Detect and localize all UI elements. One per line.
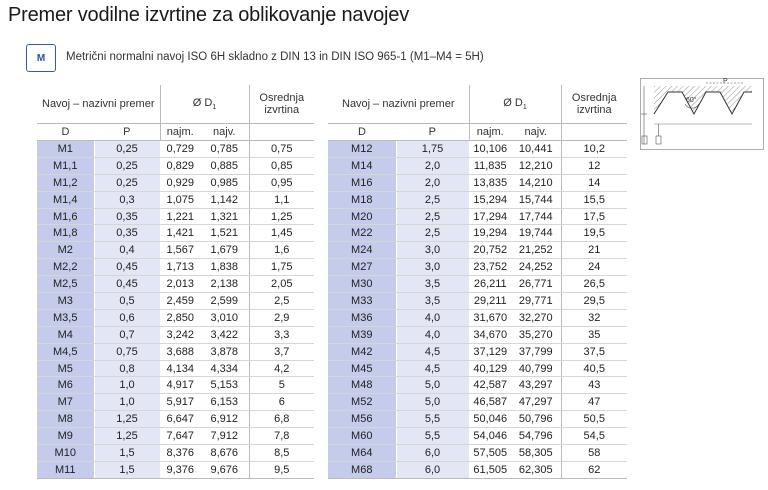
diameter-max: 26,771 — [511, 276, 561, 293]
diameter-max: 1,838 — [200, 259, 249, 276]
thread-designation: M10 — [37, 445, 94, 462]
header-bore: Osrednja izvrtina — [561, 85, 627, 124]
diameter-min: 9,376 — [160, 461, 200, 478]
diameter-max: 10,441 — [511, 141, 561, 158]
diameter-max: 14,210 — [511, 174, 561, 191]
table-row — [328, 157, 627, 174]
table-row — [328, 259, 627, 276]
header-p: P — [94, 124, 160, 141]
core-hole: 10,2 — [561, 141, 627, 158]
header-min: najm. — [160, 124, 200, 141]
thread-designation: M45 — [328, 360, 396, 377]
core-hole: 1,75 — [249, 259, 314, 276]
core-hole: 1,45 — [249, 225, 314, 242]
diameter-min: 26,211 — [469, 276, 511, 293]
diameter-min: 13,835 — [469, 174, 511, 191]
thread-pitch: 5,5 — [396, 428, 469, 445]
metric-badge: M — [26, 44, 56, 72]
diameter-min: 0,829 — [160, 157, 200, 174]
table-row — [37, 343, 314, 360]
diameter-min: 50,046 — [469, 411, 511, 428]
thread-pitch: 1,0 — [94, 377, 160, 394]
pitch-label: P — [723, 78, 728, 85]
thread-designation: M6 — [37, 377, 94, 394]
thread-pitch: 3,0 — [396, 242, 469, 259]
table-row — [37, 242, 314, 259]
table-row — [328, 411, 627, 428]
thread-pitch: 4,0 — [396, 309, 469, 326]
diameter-max: 7,912 — [200, 428, 249, 445]
diameter-max: 54,796 — [511, 428, 561, 445]
diameter-min: 0,929 — [160, 174, 200, 191]
diameter-min: 1,567 — [160, 242, 200, 259]
core-hole: 4,2 — [249, 360, 314, 377]
header-diameter: Ø $D_1$ — [160, 85, 249, 124]
thread-designation: M27 — [328, 259, 396, 276]
diameter-min: 31,670 — [469, 309, 511, 326]
diameter-min: 42,587 — [469, 377, 511, 394]
core-hole: 1,25 — [249, 208, 314, 225]
diameter-min: 29,211 — [469, 293, 511, 310]
core-hole: 1,6 — [249, 242, 314, 259]
thread-pitch: 0,35 — [94, 208, 160, 225]
header-d: D — [37, 124, 94, 141]
table-row — [37, 225, 314, 242]
diameter-min: 57,505 — [469, 445, 511, 462]
core-hole: 6 — [249, 394, 314, 411]
table-row — [37, 461, 314, 478]
thread-pitch: 2,0 — [396, 157, 469, 174]
diameter-max: 2,138 — [200, 276, 249, 293]
diameter-max: 3,878 — [200, 343, 249, 360]
diameter-max: 6,912 — [200, 411, 249, 428]
header-diameter: Ø $D_1$ — [469, 85, 561, 124]
thread-pitch: 1,75 — [396, 141, 469, 158]
thread-designation: M18 — [328, 191, 396, 208]
diameter-max: 1,142 — [200, 191, 249, 208]
core-hole: 0,75 — [249, 141, 314, 158]
table-row — [37, 174, 314, 191]
core-hole: 6,8 — [249, 411, 314, 428]
thread-designation: M60 — [328, 428, 396, 445]
table-row — [37, 293, 314, 310]
table-row — [328, 343, 627, 360]
table-row — [37, 377, 314, 394]
diameter-max: 24,252 — [511, 259, 561, 276]
diameter-max: 37,799 — [511, 343, 561, 360]
diameter-min: 37,129 — [469, 343, 511, 360]
diameter-max: 0,785 — [200, 141, 249, 158]
thread-designation: M42 — [328, 343, 396, 360]
header-d: D — [328, 124, 396, 141]
diameter-min: 2,013 — [160, 276, 200, 293]
table-row — [328, 326, 627, 343]
thread-designation: M9 — [37, 428, 94, 445]
core-hole: 26,5 — [561, 276, 627, 293]
thread-designation: M52 — [328, 394, 396, 411]
thread-pitch: 5,0 — [396, 394, 469, 411]
thread-designation: M1 — [37, 141, 94, 158]
diameter-min: 40,129 — [469, 360, 511, 377]
core-hole: 8,5 — [249, 445, 314, 462]
core-hole: 2,9 — [249, 309, 314, 326]
angle-label: 60° — [686, 97, 697, 104]
table-row — [37, 445, 314, 462]
table-row — [328, 461, 627, 478]
table-row — [37, 309, 314, 326]
thread-designation: M7 — [37, 394, 94, 411]
diameter-max: 12,210 — [511, 157, 561, 174]
diameter-min: 34,670 — [469, 326, 511, 343]
core-hole: 0,95 — [249, 174, 314, 191]
table-row — [37, 276, 314, 293]
table-row — [328, 377, 627, 394]
diameter-min: 61,505 — [469, 461, 511, 478]
diameter-max: 21,252 — [511, 242, 561, 259]
thread-designation: M14 — [328, 157, 396, 174]
diameter-min: 19,294 — [469, 225, 511, 242]
diameter-max: 1,679 — [200, 242, 249, 259]
header-max: najv. — [200, 124, 249, 141]
core-hole: 40,5 — [561, 360, 627, 377]
diameter-max: 29,771 — [511, 293, 561, 310]
thread-designation: M1,2 — [37, 174, 94, 191]
table-row — [328, 394, 627, 411]
table-row — [328, 276, 627, 293]
core-hole: 2,05 — [249, 276, 314, 293]
diameter-min: 17,294 — [469, 208, 511, 225]
thread-pitch: 0,35 — [94, 225, 160, 242]
core-hole: 14 — [561, 174, 627, 191]
header-nominal: Navoj – nazivni premer — [37, 85, 160, 124]
core-hole: 1,1 — [249, 191, 314, 208]
core-hole: 17,5 — [561, 208, 627, 225]
thread-pitch: 6,0 — [396, 461, 469, 478]
thread-designation: M22 — [328, 225, 396, 242]
diameter-min: 11,835 — [469, 157, 511, 174]
thread-pitch: 4,5 — [396, 360, 469, 377]
thread-designation: M1,4 — [37, 191, 94, 208]
diameter-max: 3,422 — [200, 326, 249, 343]
header-max: najv. — [511, 124, 561, 141]
thread-pitch: 0,8 — [94, 360, 160, 377]
thread-designation: M68 — [328, 461, 396, 478]
diameter-min: 10,106 — [469, 141, 511, 158]
thread-designation: M1,1 — [37, 157, 94, 174]
thread-pitch: 1,5 — [94, 461, 160, 478]
diameter-max: 5,153 — [200, 377, 249, 394]
diameter-min: 3,242 — [160, 326, 200, 343]
header-bore: Osrednja izvrtina — [249, 85, 314, 124]
thread-table-right — [328, 85, 627, 479]
thread-pitch: 3,5 — [396, 276, 469, 293]
core-hole: 7,8 — [249, 428, 314, 445]
table-row — [37, 157, 314, 174]
table-row — [328, 191, 627, 208]
table-row — [328, 174, 627, 191]
diameter-min: 6,647 — [160, 411, 200, 428]
table-row — [37, 326, 314, 343]
thread-pitch: 0,25 — [94, 141, 160, 158]
thread-designation: M33 — [328, 293, 396, 310]
diameter-min: 7,647 — [160, 428, 200, 445]
diameter-max: 1,321 — [200, 208, 249, 225]
page-title: Premer vodilne izvrtine za oblikovanje navojev — [8, 4, 410, 26]
thread-pitch: 6,0 — [396, 445, 469, 462]
diameter-max: 19,744 — [511, 225, 561, 242]
thread-pitch: 2,5 — [396, 225, 469, 242]
thread-designation: M12 — [328, 141, 396, 158]
diameter-min: 1,221 — [160, 208, 200, 225]
diameter-min: 4,917 — [160, 377, 200, 394]
diameter-min: 4,134 — [160, 360, 200, 377]
thread-pitch: 5,0 — [396, 377, 469, 394]
core-hole: 54,5 — [561, 428, 627, 445]
thread-designation: M3,5 — [37, 309, 94, 326]
table-row — [328, 242, 627, 259]
thread-pitch: 0,75 — [94, 343, 160, 360]
diameter-min: 54,046 — [469, 428, 511, 445]
diameter-max: 47,297 — [511, 394, 561, 411]
thread-designation: M1,6 — [37, 208, 94, 225]
diameter-max: 40,799 — [511, 360, 561, 377]
core-hole: 37,5 — [561, 343, 627, 360]
table-row — [37, 428, 314, 445]
header-p: P — [396, 124, 469, 141]
diameter-min: 5,917 — [160, 394, 200, 411]
thread-pitch: 1,25 — [94, 411, 160, 428]
thread-pitch: 0,5 — [94, 293, 160, 310]
header-bore-sub — [249, 124, 314, 141]
core-hole: 29,5 — [561, 293, 627, 310]
core-hole: 35 — [561, 326, 627, 343]
diameter-max: 62,305 — [511, 461, 561, 478]
core-hole: 58 — [561, 445, 627, 462]
thread-pitch: 3,5 — [396, 293, 469, 310]
diameter-max: 8,676 — [200, 445, 249, 462]
diameter-max: 58,305 — [511, 445, 561, 462]
thread-designation: M1,8 — [37, 225, 94, 242]
header-min: najm. — [469, 124, 511, 141]
table-row — [328, 141, 627, 158]
diameter-min: 23,752 — [469, 259, 511, 276]
diameter-max: 1,521 — [200, 225, 249, 242]
thread-designation: M48 — [328, 377, 396, 394]
header-bore-sub — [561, 124, 627, 141]
table-row — [37, 360, 314, 377]
core-hole: 12 — [561, 157, 627, 174]
thread-pitch: 2,0 — [396, 174, 469, 191]
thread-designation: M39 — [328, 326, 396, 343]
thread-designation: M2,2 — [37, 259, 94, 276]
diameter-max: 2,599 — [200, 293, 249, 310]
diameter-max: 0,985 — [200, 174, 249, 191]
thread-pitch: 0,45 — [94, 276, 160, 293]
diameter-max: 32,270 — [511, 309, 561, 326]
diameter-max: 43,297 — [511, 377, 561, 394]
thread-pitch: 0,4 — [94, 242, 160, 259]
diameter-min: 1,421 — [160, 225, 200, 242]
core-hole: 19,5 — [561, 225, 627, 242]
thread-pitch: 0,7 — [94, 326, 160, 343]
thread-designation: M4 — [37, 326, 94, 343]
thread-pitch: 0,3 — [94, 191, 160, 208]
thread-pitch: 3,0 — [396, 259, 469, 276]
thread-pitch: 0,25 — [94, 174, 160, 191]
diameter-max: 15,744 — [511, 191, 561, 208]
thread-designation: M2 — [37, 242, 94, 259]
diameter-min: 1,075 — [160, 191, 200, 208]
thread-designation: M24 — [328, 242, 396, 259]
table-row — [37, 208, 314, 225]
thread-designation: M36 — [328, 309, 396, 326]
table-row — [328, 208, 627, 225]
thread-pitch: 2,5 — [396, 191, 469, 208]
table-row — [328, 428, 627, 445]
diameter-max: 35,270 — [511, 326, 561, 343]
thread-pitch: 1,0 — [94, 394, 160, 411]
core-hole: 2,5 — [249, 293, 314, 310]
thread-designation: M16 — [328, 174, 396, 191]
core-hole: 47 — [561, 394, 627, 411]
thread-designation: M5 — [37, 360, 94, 377]
core-hole: 21 — [561, 242, 627, 259]
thread-pitch: 4,5 — [396, 343, 469, 360]
core-hole: 3,3 — [249, 326, 314, 343]
diameter-min: 15,294 — [469, 191, 511, 208]
header-nominal: Navoj – nazivni premer — [328, 85, 469, 124]
table-row — [37, 411, 314, 428]
thread-pitch: 1,25 — [94, 428, 160, 445]
thread-profile-diagram — [640, 78, 764, 150]
diameter-min: 2,850 — [160, 309, 200, 326]
thread-table-left — [37, 85, 314, 479]
diameter-min: 0,729 — [160, 141, 200, 158]
thread-designation: M56 — [328, 411, 396, 428]
diameter-min: 20,752 — [469, 242, 511, 259]
diameter-min: 8,376 — [160, 445, 200, 462]
thread-designation: M11 — [37, 461, 94, 478]
core-hole: 5 — [249, 377, 314, 394]
core-hole: 50,5 — [561, 411, 627, 428]
table-row — [37, 141, 314, 158]
table-row — [37, 191, 314, 208]
diameter-min: 1,713 — [160, 259, 200, 276]
thread-pitch: 4,0 — [396, 326, 469, 343]
diameter-max: 17,744 — [511, 208, 561, 225]
thread-pitch: 0,6 — [94, 309, 160, 326]
thread-pitch: 2,5 — [396, 208, 469, 225]
table-row — [328, 293, 627, 310]
table-subtitle: Metrični normalni navoj ISO 6H skladno z DIN 13 in DIN ISO 965-1 (M1–M4 = 5H) — [66, 51, 484, 63]
thread-designation: M30 — [328, 276, 396, 293]
diameter-max: 3,010 — [200, 309, 249, 326]
thread-designation: M20 — [328, 208, 396, 225]
core-hole: 62 — [561, 461, 627, 478]
thread-designation: M8 — [37, 411, 94, 428]
core-hole: 24 — [561, 259, 627, 276]
table-row — [328, 445, 627, 462]
diameter-min: 3,688 — [160, 343, 200, 360]
diameter-min: 46,587 — [469, 394, 511, 411]
core-hole: 32 — [561, 309, 627, 326]
diameter-min: 2,459 — [160, 293, 200, 310]
thread-designation: M3 — [37, 293, 94, 310]
table-row — [37, 394, 314, 411]
thread-designation: M2,5 — [37, 276, 94, 293]
core-hole: 15,5 — [561, 191, 627, 208]
thread-pitch: 5,5 — [396, 411, 469, 428]
core-hole: 9,5 — [249, 461, 314, 478]
table-row — [328, 360, 627, 377]
diameter-max: 4,334 — [200, 360, 249, 377]
thread-designation: M4,5 — [37, 343, 94, 360]
table-row — [37, 259, 314, 276]
thread-designation: M64 — [328, 445, 396, 462]
diameter-max: 9,676 — [200, 461, 249, 478]
core-hole: 43 — [561, 377, 627, 394]
thread-pitch: 1,5 — [94, 445, 160, 462]
table-row — [328, 225, 627, 242]
diameter-max: 50,796 — [511, 411, 561, 428]
core-hole: 0,85 — [249, 157, 314, 174]
thread-pitch: 0,45 — [94, 259, 160, 276]
diameter-max: 0,885 — [200, 157, 249, 174]
table-row — [328, 309, 627, 326]
diameter-max: 6,153 — [200, 394, 249, 411]
core-hole: 3,7 — [249, 343, 314, 360]
thread-pitch: 0,25 — [94, 157, 160, 174]
